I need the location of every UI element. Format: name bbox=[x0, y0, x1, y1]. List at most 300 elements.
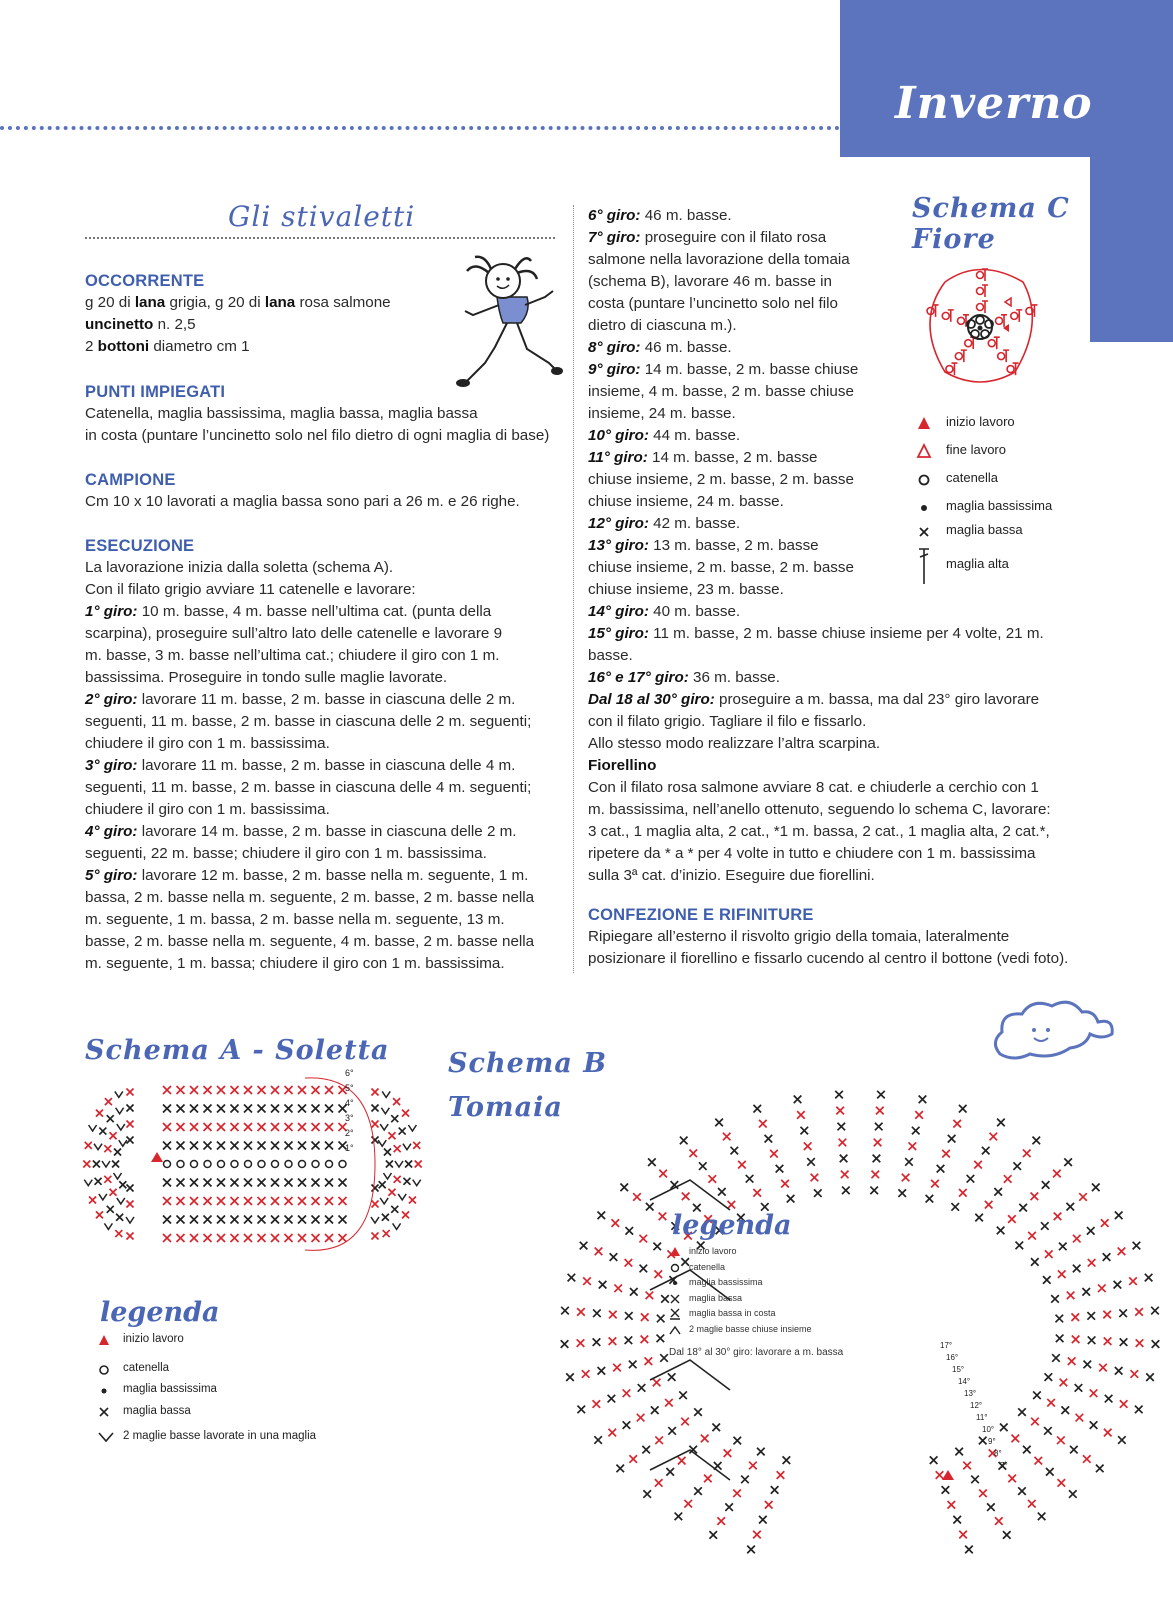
stitch-increase bbox=[380, 1198, 388, 1204]
round-number-label: 12° bbox=[970, 1401, 983, 1410]
stitch-cross bbox=[258, 1086, 266, 1094]
stitch-cross bbox=[1018, 1408, 1026, 1416]
stitch-cross bbox=[876, 1107, 884, 1115]
stitch-cross bbox=[1008, 1215, 1016, 1223]
line-text: 46 m. basse. bbox=[640, 339, 732, 356]
text-line bbox=[588, 601, 1088, 623]
stitch-cross bbox=[953, 1516, 961, 1524]
stitch-cross bbox=[982, 1147, 990, 1155]
stitch-cross bbox=[285, 1105, 293, 1113]
round-label: 15° giro: bbox=[588, 625, 649, 642]
stitch-cross bbox=[637, 1414, 645, 1422]
stitch-cross bbox=[379, 1181, 386, 1188]
stitch-cross bbox=[765, 1135, 773, 1143]
stitch-cross bbox=[1032, 1137, 1040, 1145]
stitch-cross bbox=[1042, 1181, 1050, 1189]
stitch-cross bbox=[1038, 1513, 1046, 1521]
stitch-cross bbox=[99, 1128, 106, 1135]
row-label: 3° bbox=[345, 1113, 354, 1123]
stitch-cross bbox=[405, 1161, 412, 1168]
text-line bbox=[85, 755, 565, 777]
stitch-cross bbox=[741, 1476, 749, 1484]
round-number-label: 16° bbox=[946, 1353, 959, 1362]
stitch-cross bbox=[689, 1149, 697, 1157]
round-number-label: 17° bbox=[940, 1341, 953, 1350]
stitch-cross bbox=[231, 1197, 239, 1205]
stitch-cross bbox=[804, 1142, 812, 1150]
stitch-cross bbox=[372, 1089, 379, 1096]
stitch-cross bbox=[800, 1127, 808, 1135]
stitch-cross bbox=[298, 1234, 306, 1242]
schema-c-legend bbox=[916, 414, 1076, 590]
text-line bbox=[85, 821, 565, 843]
stitch-cross bbox=[258, 1123, 266, 1131]
stitch-cross bbox=[616, 1465, 624, 1473]
legend-label: maglia bassa bbox=[689, 1292, 743, 1303]
stitch-cross bbox=[594, 1436, 602, 1444]
petal-chain bbox=[977, 272, 984, 279]
round-label: Dal 18 al 30° giro: bbox=[588, 691, 715, 708]
stitch-cross bbox=[666, 1468, 674, 1476]
stitch-cross bbox=[620, 1184, 628, 1192]
stitch-cross bbox=[231, 1086, 239, 1094]
stitch-cross bbox=[1152, 1340, 1160, 1348]
line-text: chiuse insieme, 2 m. basse, 2 m. basse bbox=[588, 559, 854, 576]
stitch-cross bbox=[1087, 1227, 1095, 1235]
petal-chain bbox=[955, 353, 962, 360]
stitch-cross bbox=[963, 1462, 971, 1470]
text-line bbox=[588, 821, 1088, 843]
stitch-cross bbox=[593, 1338, 601, 1346]
stitch-cross bbox=[657, 1315, 665, 1323]
line-text: 13 m. basse, 2 m. basse bbox=[648, 537, 819, 554]
stitch-cross bbox=[1084, 1361, 1092, 1369]
round-number-label: 13° bbox=[964, 1389, 977, 1398]
stitch-cross bbox=[190, 1179, 198, 1187]
esecuzione-lines bbox=[85, 557, 565, 975]
stitch-cross bbox=[979, 1437, 987, 1445]
text-line bbox=[588, 799, 1088, 821]
stitch-cross bbox=[1135, 1406, 1143, 1414]
occorrente-section bbox=[85, 270, 555, 358]
stitch-cross bbox=[204, 1105, 212, 1113]
stitch-cross bbox=[190, 1216, 198, 1224]
stitch-cross bbox=[936, 1471, 944, 1479]
round-number-label: 11° bbox=[976, 1413, 988, 1422]
stitch-cross bbox=[668, 1427, 676, 1435]
stitch-cross bbox=[383, 1230, 390, 1237]
petal-chain bbox=[957, 317, 964, 324]
stitch-cross bbox=[403, 1178, 410, 1185]
stitch-cross bbox=[593, 1309, 601, 1317]
stitch-cross bbox=[409, 1197, 416, 1204]
stitch-cross bbox=[759, 1120, 767, 1128]
cross-icon bbox=[669, 1293, 687, 1305]
stitch-cross bbox=[661, 1295, 669, 1303]
occorrente-line-2: uncinetto n. 2,5 bbox=[85, 316, 196, 333]
stitch-cross bbox=[733, 1489, 741, 1497]
stitch-cross bbox=[942, 1150, 950, 1158]
line-text: con il filato grigio. Tagliare il filo e fissarlo. bbox=[588, 713, 867, 730]
stitch-cross bbox=[1098, 1284, 1106, 1292]
stitch-cross bbox=[382, 1214, 389, 1221]
line-text: basse. bbox=[588, 647, 633, 664]
stitch-cross bbox=[836, 1107, 844, 1115]
title-dotted-rule bbox=[85, 237, 555, 239]
line-text: chiuse insieme, 23 m. basse. bbox=[588, 581, 784, 598]
stitch-cross bbox=[1069, 1490, 1077, 1498]
stitch-cross bbox=[654, 1270, 662, 1278]
stitch-cross bbox=[926, 1195, 934, 1203]
stitch-cross bbox=[694, 1408, 702, 1416]
stitch-chain bbox=[312, 1161, 319, 1168]
stitch-chain-line bbox=[650, 1360, 730, 1390]
stitch-cross bbox=[959, 1531, 967, 1539]
stitch-cross bbox=[244, 1142, 252, 1150]
stitch-cross bbox=[723, 1133, 731, 1141]
stitch-cross bbox=[85, 1142, 92, 1149]
campione-heading: CAMPIONE bbox=[85, 471, 176, 489]
row-label: 4° bbox=[345, 1098, 354, 1108]
stitch-cross bbox=[609, 1337, 617, 1345]
confezione-line: Ripiegare all’esterno il risvolto grigio della tomaia, lateralmente bbox=[588, 928, 1010, 945]
stitch-cross bbox=[1056, 1315, 1064, 1323]
stitch-cross bbox=[1087, 1312, 1095, 1320]
stitch-increase bbox=[115, 1091, 123, 1097]
stitch-cross bbox=[231, 1179, 239, 1187]
stitch-cross bbox=[873, 1155, 881, 1163]
stitch-cross bbox=[701, 1435, 709, 1443]
stitch-cross bbox=[285, 1123, 293, 1131]
stitch-cross bbox=[105, 1098, 112, 1105]
stitch-cross bbox=[163, 1123, 171, 1131]
stitch-cross bbox=[372, 1233, 379, 1240]
line-text: Con il filato grigio avviare 11 catenelle e lavorare: bbox=[85, 581, 416, 598]
line-text: m. bassissima, nell’anello ottenuto, seguendo lo schema C, lavorare: bbox=[588, 801, 1051, 818]
line-text: La lavorazione inizia dalla soletta (schema A). bbox=[85, 559, 394, 576]
stitch-cross bbox=[1011, 1435, 1019, 1443]
stitch-cross bbox=[1043, 1276, 1051, 1284]
stitch-chain bbox=[285, 1161, 292, 1168]
line-text: 36 m. basse. bbox=[688, 669, 780, 686]
stitch-cross bbox=[971, 1476, 979, 1484]
stitch-cross bbox=[757, 1448, 765, 1456]
stitch-cross bbox=[657, 1335, 665, 1343]
line-text: seguenti, 11 m. basse, 2 m. basse in ciascuna delle 4 m. seguenti; bbox=[85, 779, 532, 796]
stitch-cross bbox=[163, 1216, 171, 1224]
stitch-cross bbox=[1057, 1436, 1065, 1444]
stitch-cross bbox=[1096, 1465, 1104, 1473]
confezione-line: posizionare il fiorellino e fissarlo cucendo al centro il bottone (vedi foto). bbox=[588, 950, 1069, 967]
stitch-cross bbox=[163, 1086, 171, 1094]
stitch-cross bbox=[912, 1127, 920, 1135]
stitch-cross bbox=[842, 1187, 850, 1195]
stitch-cross bbox=[231, 1234, 239, 1242]
text-line bbox=[588, 755, 1088, 777]
stitch-chain bbox=[191, 1161, 198, 1168]
stitch-cross bbox=[794, 1096, 802, 1104]
stitch-cross bbox=[1013, 1162, 1021, 1170]
stitch-cross bbox=[1076, 1414, 1084, 1422]
round-number-label: 8° bbox=[994, 1449, 1002, 1458]
stitch-cross bbox=[684, 1500, 692, 1508]
stitch-cross bbox=[1031, 1258, 1039, 1266]
line-text: m. seguente, 1 m. bassa; chiudere il giro con 1 m. bassissima. bbox=[85, 955, 505, 972]
stitch-cross bbox=[127, 1233, 134, 1240]
stitch-cross bbox=[258, 1197, 266, 1205]
stitch-cross bbox=[1016, 1242, 1024, 1250]
stitch-cross bbox=[1083, 1455, 1091, 1463]
text-line bbox=[85, 909, 565, 931]
stitch-cross bbox=[271, 1086, 279, 1094]
stitch-cross bbox=[1061, 1406, 1069, 1414]
text-line bbox=[85, 799, 565, 821]
text-line bbox=[588, 777, 1088, 799]
stitch-cross bbox=[942, 1486, 950, 1494]
stitch-cross bbox=[372, 1137, 379, 1144]
stitch-cross bbox=[640, 1265, 648, 1273]
stitch-chain bbox=[218, 1161, 225, 1168]
start-marker bbox=[942, 1470, 954, 1480]
schema-a-legend-title: legenda bbox=[100, 1297, 220, 1328]
stitch-chain bbox=[164, 1161, 171, 1168]
stitch-cross bbox=[415, 1161, 422, 1168]
line-text: costa (puntare l’uncinetto solo nel filo bbox=[588, 295, 838, 312]
stitch-cross bbox=[777, 1471, 785, 1479]
round-number-label: 9° bbox=[988, 1437, 996, 1446]
stitch-cross bbox=[1053, 1170, 1061, 1178]
stitch-chain bbox=[339, 1161, 346, 1168]
stitch-cross bbox=[718, 1188, 726, 1196]
page-title: Gli stivaletti bbox=[228, 200, 416, 233]
stitch-cross bbox=[1099, 1364, 1107, 1372]
stitch-cross bbox=[163, 1179, 171, 1187]
stitch-increase bbox=[403, 1144, 411, 1150]
stitch-cross bbox=[163, 1105, 171, 1113]
stitch-cross bbox=[112, 1161, 119, 1168]
stitch-cross bbox=[877, 1091, 885, 1099]
stitch-chain bbox=[177, 1161, 184, 1168]
text-line bbox=[85, 931, 565, 953]
stitch-cross bbox=[204, 1234, 212, 1242]
stitch-cross bbox=[177, 1142, 185, 1150]
stitch-cross bbox=[1068, 1357, 1076, 1365]
v-increase-icon bbox=[97, 1430, 115, 1444]
stitch-cross bbox=[997, 1119, 1005, 1127]
line-text: Con il filato rosa salmone avviare 8 cat. e chiuderle a cerchio con 1 bbox=[588, 779, 1039, 796]
line-text: bassa, 2 m. basse nella m. seguente, 2 m. basse, 2 m. basse nella bbox=[85, 889, 535, 906]
stitch-cross bbox=[653, 1243, 661, 1251]
stitch-cross bbox=[89, 1197, 96, 1204]
stitch-cross bbox=[583, 1277, 591, 1285]
stitch-cross bbox=[325, 1123, 333, 1131]
stitch-cross bbox=[204, 1197, 212, 1205]
line-text: lavorare 11 m. basse, 2 m. basse in ciascuna delle 4 m. bbox=[137, 757, 516, 774]
legend-label: 2 maglie basse chiuse insieme bbox=[689, 1323, 812, 1334]
stitch-cross bbox=[561, 1340, 569, 1348]
stitch-cross bbox=[841, 1171, 849, 1179]
line-text: 46 m. basse. bbox=[640, 207, 732, 224]
stitch-cross bbox=[285, 1086, 293, 1094]
stitch-increase bbox=[104, 1223, 112, 1229]
stitch-cross bbox=[1131, 1370, 1139, 1378]
stitch-cross bbox=[995, 1517, 1003, 1525]
stitch-cross bbox=[1129, 1277, 1137, 1285]
red-triangle-icon bbox=[97, 1333, 115, 1347]
stitch-cross bbox=[835, 1091, 843, 1099]
stitch-cross bbox=[871, 1171, 879, 1179]
line-text: insieme, 24 m. basse. bbox=[588, 405, 736, 422]
stitch-cross bbox=[244, 1179, 252, 1187]
round-label: 6° giro: bbox=[588, 207, 641, 224]
round-label: 3° giro: bbox=[85, 757, 138, 774]
stitch-cross bbox=[623, 1389, 631, 1397]
stitch-cross bbox=[386, 1161, 393, 1168]
stitch-cross bbox=[643, 1490, 651, 1498]
stitch-cross bbox=[699, 1162, 707, 1170]
line-text: 14 m. basse, 2 m. basse chiuse bbox=[640, 361, 859, 378]
text-line bbox=[85, 777, 565, 799]
stitch-cross bbox=[204, 1142, 212, 1150]
dot-icon bbox=[916, 499, 934, 515]
stitch-cross bbox=[655, 1436, 663, 1444]
punti-line: Catenella, maglia bassissima, maglia bassa, maglia bassa bbox=[85, 405, 478, 422]
schema-a-sole-diagram bbox=[75, 1068, 455, 1278]
stitch-cross bbox=[339, 1234, 347, 1242]
stitch-cross bbox=[738, 1161, 746, 1169]
stitch-cross bbox=[177, 1105, 185, 1113]
stitch-cross bbox=[204, 1123, 212, 1131]
stitch-cross bbox=[675, 1513, 683, 1521]
stitch-cross bbox=[190, 1105, 198, 1113]
stitch-cross bbox=[874, 1139, 882, 1147]
chain-circle-icon bbox=[916, 471, 934, 487]
text-line bbox=[85, 711, 565, 733]
petal-chain bbox=[946, 366, 953, 373]
stitch-cross bbox=[372, 1121, 379, 1128]
stitch-cross bbox=[217, 1086, 225, 1094]
stitch-cross bbox=[1079, 1193, 1087, 1201]
stitch-increase bbox=[102, 1161, 110, 1167]
stitch-cross bbox=[391, 1115, 398, 1122]
stitch-cross bbox=[797, 1111, 805, 1119]
section-title: Inverno bbox=[895, 78, 1093, 129]
stitch-cross bbox=[1067, 1292, 1075, 1300]
stitch-cross bbox=[638, 1384, 646, 1392]
stitch-cross bbox=[614, 1284, 622, 1292]
stitch-cross bbox=[1019, 1204, 1027, 1212]
occorrente-line-3: 2 bottoni diametro cm 1 bbox=[85, 338, 250, 355]
stitch-cross bbox=[312, 1123, 320, 1131]
line-text: lavorare 12 m. basse, 2 m. basse nella m. seguente, 1 m. bbox=[137, 867, 529, 884]
round-number-label: 10° bbox=[982, 1425, 995, 1434]
legend-label: maglia bassissima bbox=[946, 498, 1053, 513]
stitch-increase bbox=[381, 1108, 389, 1114]
round-label: 4° giro: bbox=[85, 823, 138, 840]
text-line bbox=[85, 733, 565, 755]
stitch-cross bbox=[298, 1179, 306, 1187]
stitch-cross bbox=[258, 1142, 266, 1150]
stitch-cross bbox=[915, 1111, 923, 1119]
stitch-increase bbox=[413, 1180, 421, 1186]
stitch-cross bbox=[747, 1546, 755, 1554]
stitch-cross bbox=[611, 1219, 619, 1227]
stitch-cross bbox=[931, 1180, 939, 1188]
side-tab bbox=[1090, 157, 1173, 342]
stitch-cross bbox=[372, 1201, 379, 1208]
stitch-cross bbox=[258, 1234, 266, 1242]
stitch-increase bbox=[119, 1140, 127, 1146]
stitch-cross bbox=[177, 1216, 185, 1224]
dot-icon bbox=[97, 1383, 115, 1397]
stitch-cross bbox=[807, 1158, 815, 1166]
line-text: chiuse insieme, 24 m. basse. bbox=[588, 493, 784, 510]
stitch-cross bbox=[948, 1135, 956, 1143]
line-text: seguenti, 22 m. basse; chiudere il giro con 1 m. bassissima. bbox=[85, 845, 487, 862]
stitch-increase bbox=[395, 1161, 403, 1167]
legend-label: maglia bassa bbox=[123, 1405, 191, 1417]
decrease-icon bbox=[669, 1324, 687, 1336]
line-text: insieme, 4 m. basse, 2 m. basse chiuse bbox=[588, 383, 854, 400]
cross-icon bbox=[97, 1405, 115, 1419]
stitch-cross bbox=[1003, 1531, 1011, 1539]
stitch-cross bbox=[974, 1161, 982, 1169]
stitch-cross bbox=[217, 1234, 225, 1242]
stitch-cross bbox=[1101, 1219, 1109, 1227]
stitch-cross bbox=[104, 1145, 111, 1152]
stitch-cross bbox=[937, 1165, 945, 1173]
round-number-label: 14° bbox=[958, 1377, 971, 1386]
stitch-cross bbox=[244, 1123, 252, 1131]
text-line bbox=[85, 887, 565, 909]
line-text: bassissima. Proseguire in tondo sulle maglie lavorate. bbox=[85, 669, 448, 686]
legend-label: catenella bbox=[689, 1261, 726, 1272]
petal-chain bbox=[977, 304, 984, 311]
line-text: 14 m. basse, 2 m. basse bbox=[647, 449, 818, 466]
stitch-cross bbox=[271, 1179, 279, 1187]
row-label: 5° bbox=[345, 1083, 354, 1093]
stitch-cross bbox=[776, 1165, 784, 1173]
stitch-cross bbox=[1023, 1446, 1031, 1454]
stitch-chain bbox=[299, 1161, 306, 1168]
cross-icon bbox=[916, 523, 934, 539]
stitch-cross bbox=[110, 1189, 117, 1196]
stitch-cross bbox=[1072, 1335, 1080, 1343]
campione-text: Cm 10 x 10 lavorati a maglia bassa sono pari a 26 m. e 26 righe. bbox=[85, 493, 520, 510]
occorrente-heading: OCCORRENTE bbox=[85, 272, 205, 290]
stitch-cross bbox=[905, 1158, 913, 1166]
line-text: m. basse, 3 m. basse nell’ultima cat.; chiudere il giro con 1 m. bbox=[85, 647, 500, 664]
stitch-cross bbox=[1088, 1259, 1096, 1267]
line-text: chiudere il giro con 1 m. bassissima. bbox=[85, 801, 330, 818]
stitch-cross bbox=[1045, 1250, 1053, 1258]
stitch-cross bbox=[577, 1308, 585, 1316]
stitch-cross bbox=[127, 1185, 134, 1192]
stitch-cross bbox=[1056, 1335, 1064, 1343]
stitch-cross bbox=[110, 1132, 117, 1139]
stitch-cross bbox=[633, 1193, 641, 1201]
stitch-cross bbox=[325, 1197, 333, 1205]
stitch-cross bbox=[678, 1457, 686, 1465]
stitch-increase bbox=[116, 1108, 124, 1114]
stitch-cross bbox=[1073, 1265, 1081, 1273]
stitch-cross bbox=[610, 1253, 618, 1261]
stitch-cross bbox=[83, 1161, 90, 1168]
stitch-cross bbox=[93, 1161, 100, 1168]
stitch-cross bbox=[598, 1212, 606, 1220]
stitch-cross bbox=[625, 1336, 633, 1344]
stitch-cross bbox=[177, 1234, 185, 1242]
